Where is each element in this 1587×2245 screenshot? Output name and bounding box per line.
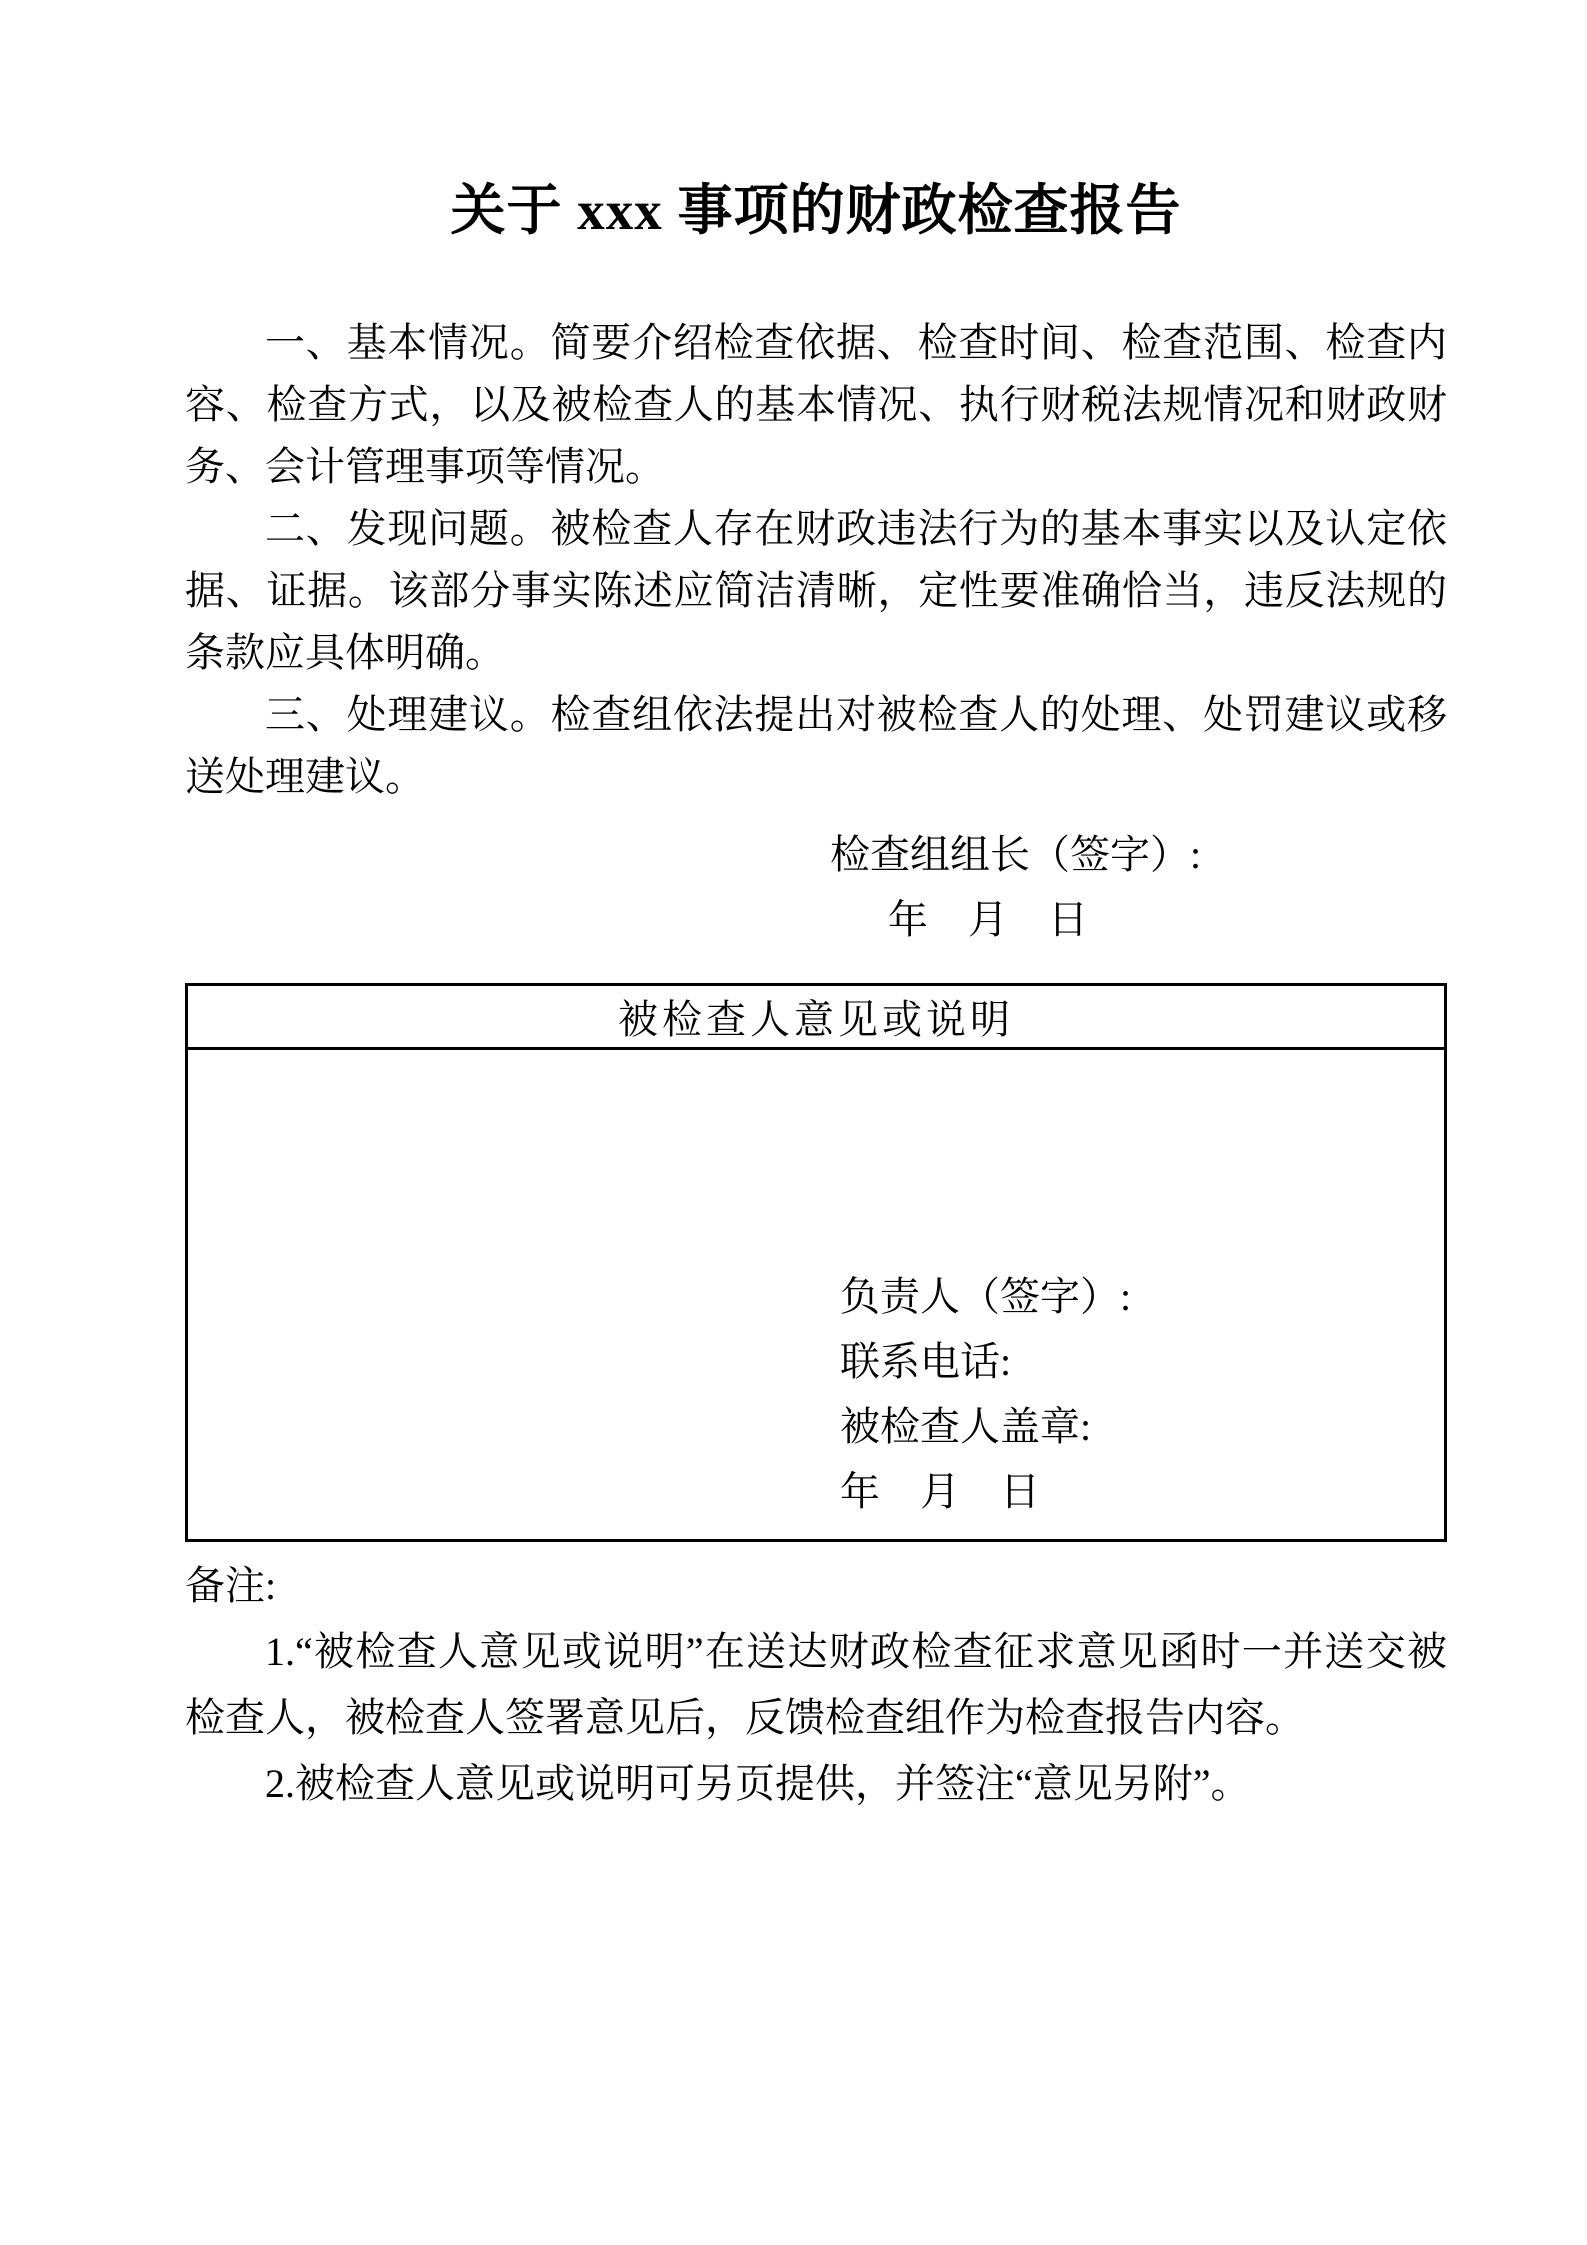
paragraph-found-problems: 二、发现问题。被检查人存在财政违法行为的基本事实以及认定依据、证据。该部分事实陈述应简洁清晰，定性要准确恰当，违反法规的条款应具体明确。 [185,506,1447,675]
opinion-box-header: 被检查人意见或说明 [188,986,1444,1050]
document-content [185,0,1447,1817]
note-item-1: 1.“被检查人意见或说明”在送达财政检查征求意见函时一并送交被检查人，被检查人签署意见后，反馈检查组作为检查报告内容。 [185,1629,1447,1740]
inspection-leader-signature-line: 检查组组长（签字）: [830,832,1202,877]
document-title: 关于 xxx 事项的财政检查报告 [450,180,1182,241]
paragraph-handling-suggestions: 三、处理建议。检查组依法提出对被检查人的处理、处罚建议或移送处理建议。 [185,692,1447,799]
field-inspected-party-seal: 被检查人盖章: [840,1404,1092,1449]
note-item-2: 2.被检查人意见或说明可另页提供，并签注“意见另附”。 [265,1761,1251,1806]
opinion-box [185,983,1447,1542]
opinion-box-signature-block [188,1050,1444,1524]
notes-label: 备注: [185,1563,277,1608]
field-responsible-person-signature: 负责人（签字）: [840,1274,1132,1319]
paragraph-basic-info: 一、基本情况。简要介绍检查依据、检查时间、检查范围、检查内容、检查方式，以及被检查人的基本情况、执行财税法规情况和财政财务、会计管理事项等情况。 [185,320,1447,489]
field-contact-phone: 联系电话: [840,1339,1012,1384]
inspection-date-line: 年 月 日 [888,897,1088,942]
field-opinion-date-line: 年 月 日 [840,1469,1040,1514]
notes-section [185,1553,1447,1817]
report-body [185,312,1447,808]
inspector-signature-block [185,824,1447,951]
